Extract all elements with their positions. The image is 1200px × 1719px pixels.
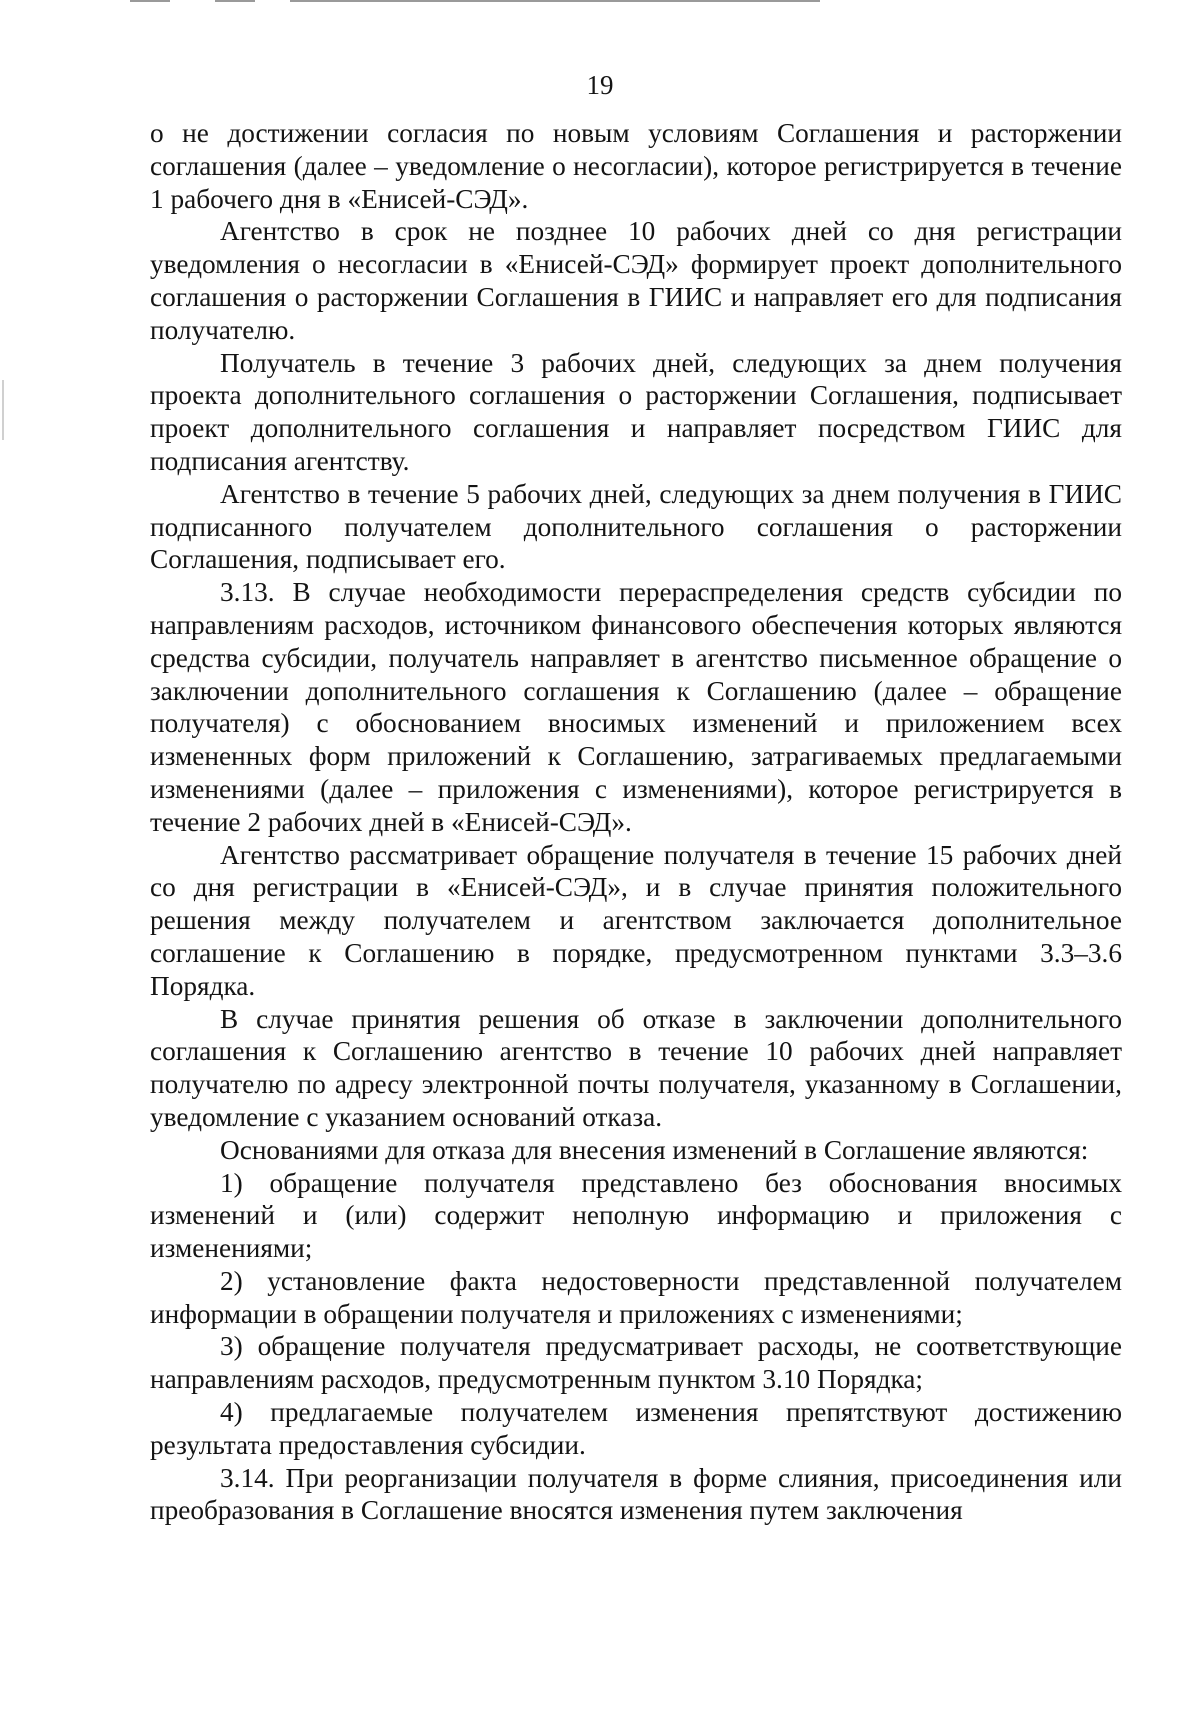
list-item: 2) установление факта недостоверности представленной получателем информации в обращении получателя и приложениях с изменениями; xyxy=(150,1265,1122,1329)
document-body xyxy=(150,117,1122,1527)
scan-edge-line xyxy=(290,0,820,2)
paragraph: Получатель в течение 3 рабочих дней, следующих за днем получения проекта дополнительного соглашения о расторжении Соглашения, подписывает проект дополнительного соглашения и направляет посредством ГИИС для подписания агентству. xyxy=(150,347,1122,476)
scan-edge-line xyxy=(215,0,255,2)
paragraph: В случае принятия решения об отказе в заключении дополнительного соглашения к Соглашению агентство в течение 10 рабочих дней направляет получателю по адресу электронной почты получателя, указанному в Соглашении, уведомление с указанием оснований отказа. xyxy=(150,1003,1122,1132)
paragraph: Агентство рассматривает обращение получателя в течение 15 рабочих дней со дня регистрации в «Енисей-СЭД», и в случае принятия положительного решения между получателем и агентством заключается дополнительное соглашение к Соглашению в порядке, предусмотренном пунктами 3.3–3.6 Порядка. xyxy=(150,839,1122,1001)
paragraph: Основаниями для отказа для внесения изменений в Соглашение являются: xyxy=(220,1134,1089,1165)
list-item: 3) обращение получателя предусматривает расходы, не соответствующие направлениям расходов, предусмотренным пунктом 3.10 Порядка; xyxy=(150,1331,1122,1395)
paragraph: Агентство в срок не позднее 10 рабочих дней со дня регистрации уведомления о несогласии в «Енисей-СЭД» формирует проект дополнительного соглашения о расторжении Соглашения в ГИИС и направляет его для подписания получателю. xyxy=(150,216,1122,345)
paragraph: Агентство в течение 5 рабочих дней, следующих за днем получения в ГИИС подписанного получателем дополнительного соглашения о расторжении Соглашения, подписывает его. xyxy=(150,478,1122,575)
scan-side-mark xyxy=(2,380,4,440)
scan-edge-line xyxy=(130,0,170,2)
list-item: 1) обращение получателя представлено без обоснования вносимых изменений и (или) содержит неполную информацию и приложения с изменениями; xyxy=(150,1167,1122,1264)
paragraph: 3.14. При реорганизации получателя в форме слияния, присоединения или преобразования в Соглашение вносятся изменения путем заключения xyxy=(150,1462,1122,1526)
page-number: 19 xyxy=(586,70,614,100)
list-item: 4) предлагаемые получателем изменения препятствуют достижению результата предоставления субсидии. xyxy=(150,1397,1122,1460)
paragraph: о не достижении согласия по новым условиям Соглашения и расторжении соглашения (далее – уведомление о несогласии), которое регистрируется в течение 1 рабочего дня в «Енисей-СЭД». xyxy=(150,118,1122,214)
paragraph: 3.13. В случае необходимости перераспределения средств субсидии по направлениям расходов, источником финансового обеспечения которых являются средства субсидии, получатель направляет в агентство письменное обращение о заключении дополнительного соглашения к Соглашению (далее – обращение получателя) с обоснованием вносимых изменений и приложением всех измененных форм приложений к Соглашению, затрагиваемых предлагаемыми изменениями (далее – приложения с изменениями), которое регистрируется в течение 2 рабочих дней в «Енисей-СЭД». xyxy=(150,577,1122,837)
